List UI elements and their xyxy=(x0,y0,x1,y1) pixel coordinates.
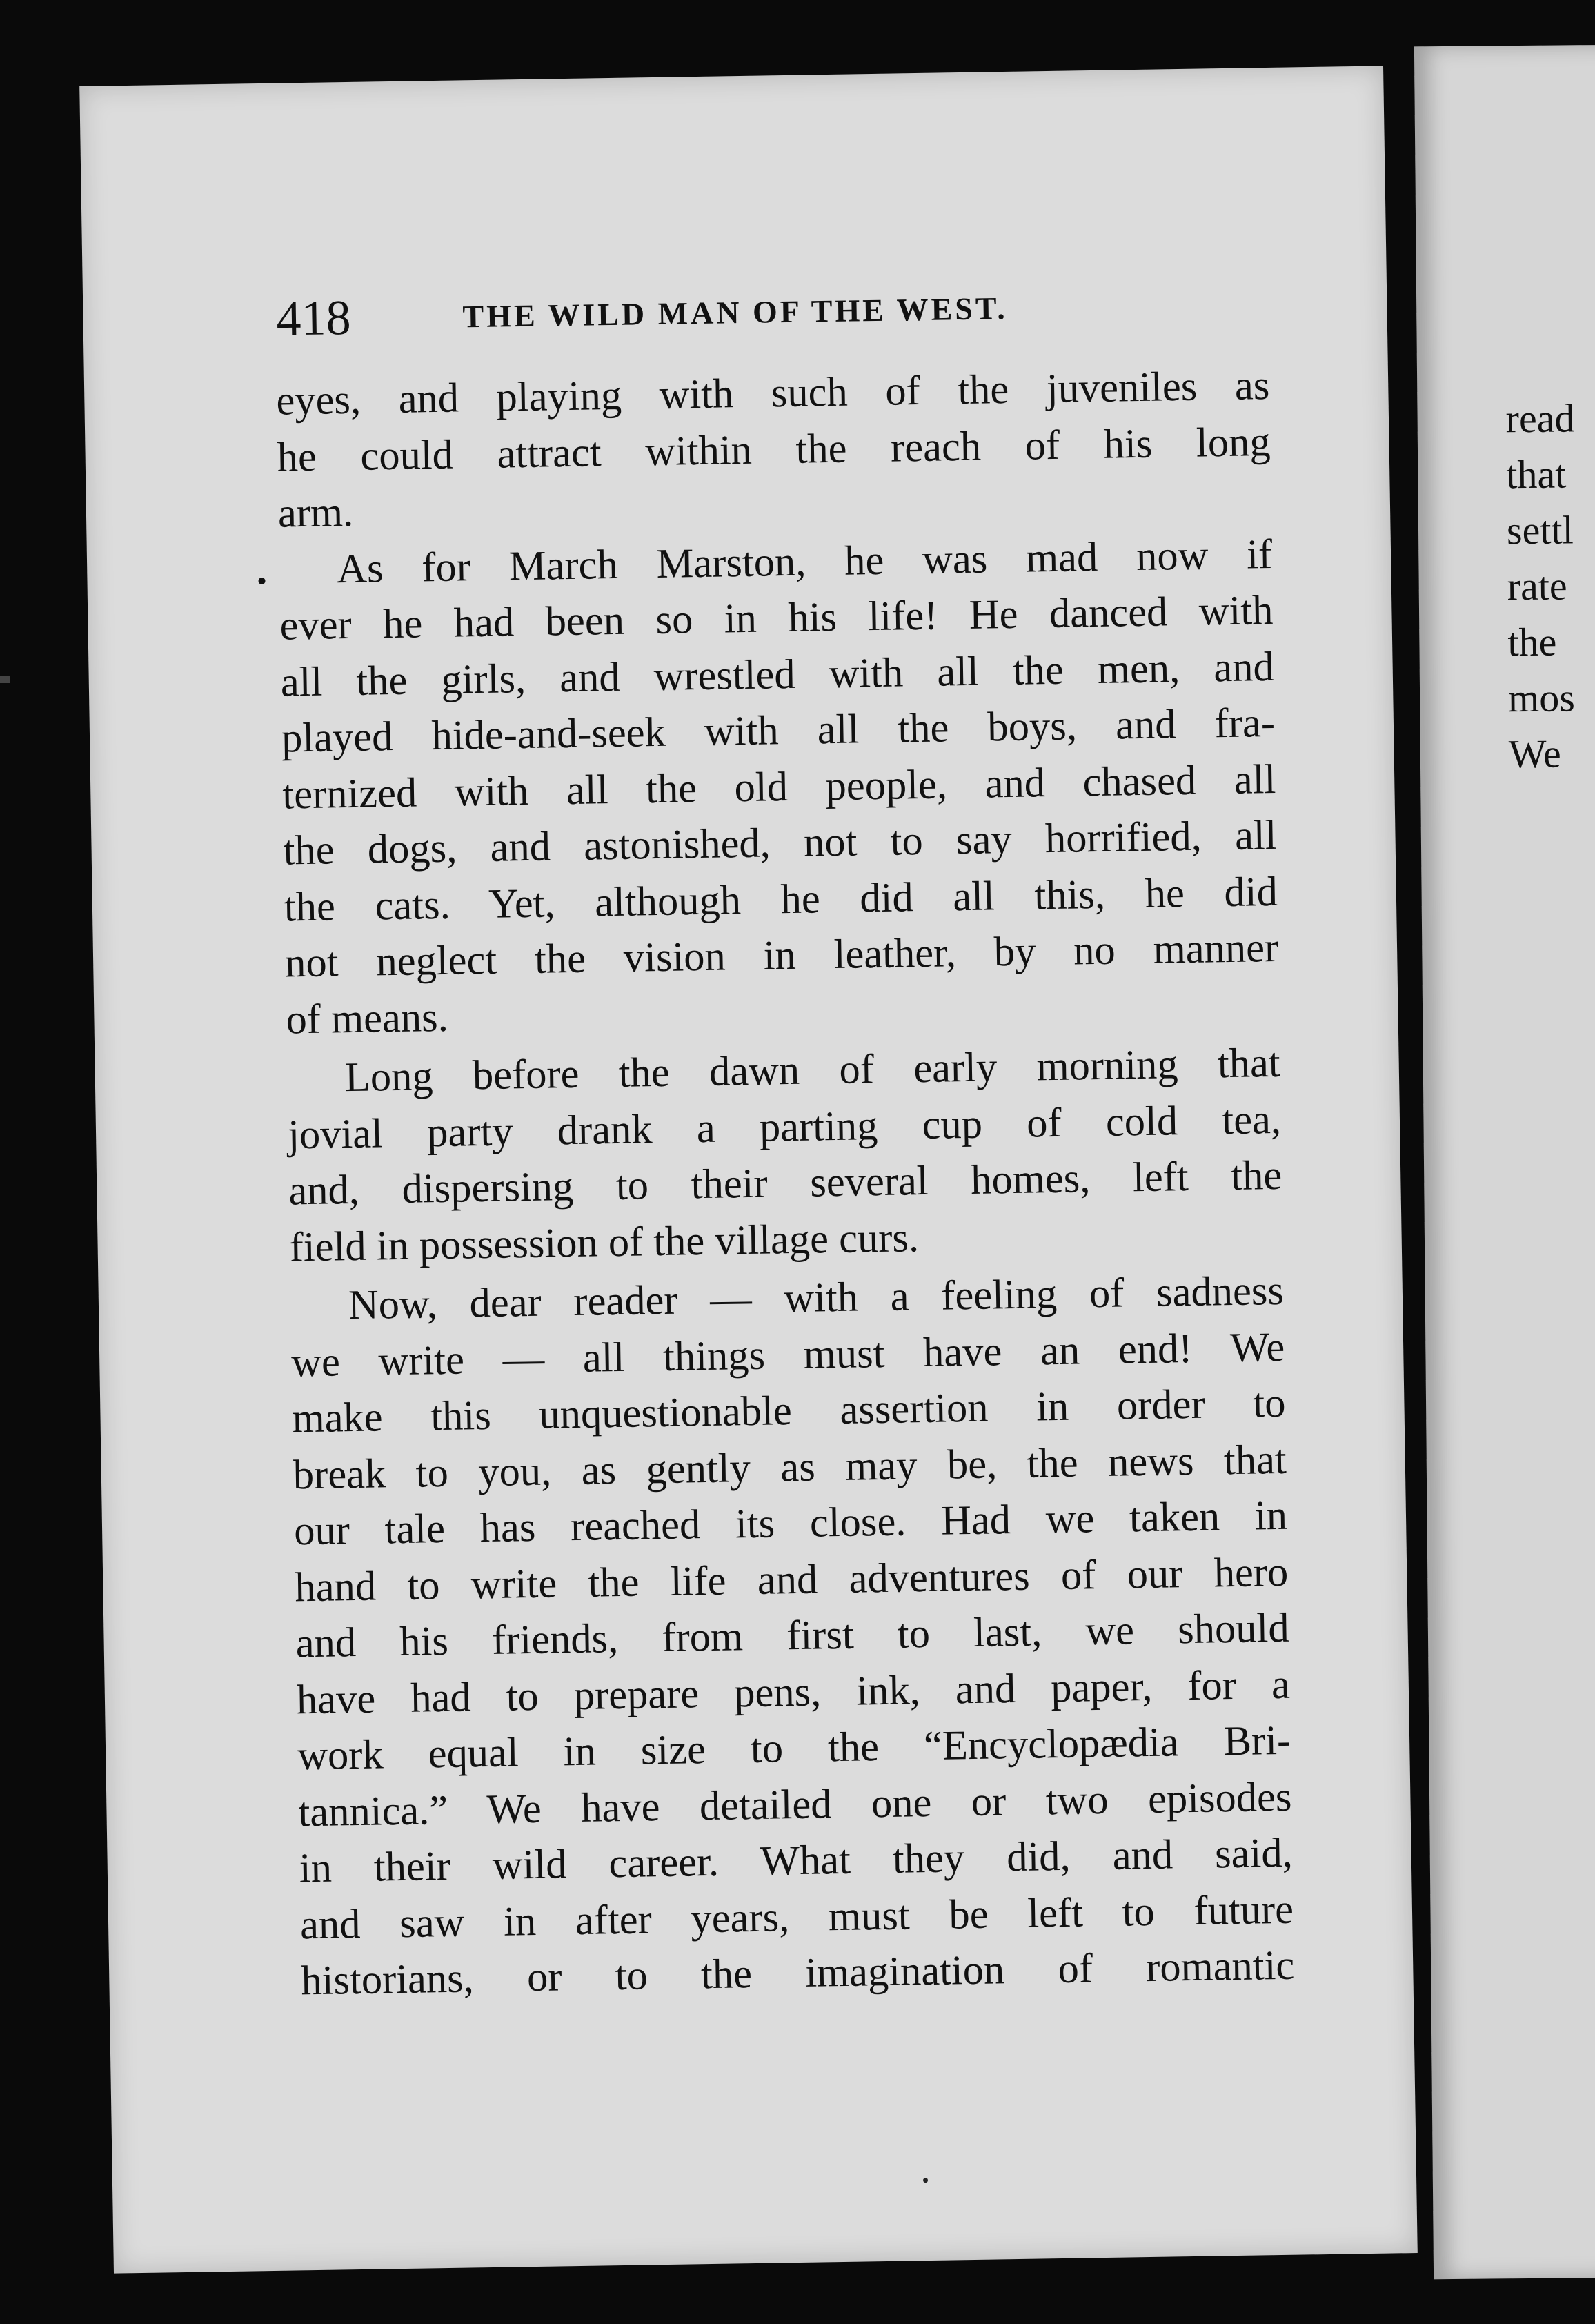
text-line: and his friends, from first to last, we should xyxy=(295,1604,1290,1667)
text-line: ternized with all the old people, and chased all xyxy=(281,756,1276,818)
text-line: break to you, as gently as may be, the news that xyxy=(293,1436,1287,1498)
text-line: in their wild career. What they did, and said, xyxy=(299,1829,1294,1892)
text-line: not neglect the vision in leather, by no manner xyxy=(284,924,1279,987)
page-number: 418 xyxy=(275,289,352,346)
text-line: jovial party drank a parting cup of cold tea, xyxy=(287,1096,1282,1158)
text-line: historians, or to the imagination of romantic xyxy=(300,1942,1295,2005)
facing-fragment: read xyxy=(1505,395,1575,442)
stray-ink-dot xyxy=(258,578,265,584)
text-line: the cats. Yet, although he did all this, he did xyxy=(284,868,1278,931)
text-line: tannica.” We have detailed one or two episodes xyxy=(298,1773,1292,1835)
text-line: played hide-and-seek with all the boys, and fra- xyxy=(281,699,1276,762)
text-line: our tale has reached its close. Had we taken in xyxy=(293,1492,1288,1555)
main-page xyxy=(79,66,1418,2273)
text-line: work equal in size to the “Encyclopædia Bri- xyxy=(297,1717,1291,1780)
text-line: of means. xyxy=(285,994,449,1043)
facing-fragment: settl xyxy=(1506,507,1574,553)
text-line: we write — all things must have an end! We xyxy=(290,1323,1285,1386)
text-line: he could attract within the reach of his long xyxy=(277,418,1271,481)
text-line: and saw in after years, must be left to future xyxy=(299,1886,1294,1948)
text-line: and, dispersing to their several homes, left the xyxy=(288,1152,1282,1214)
text-line: the dogs, and astonished, not to say horrified, all xyxy=(283,811,1278,874)
scan-edge-mark xyxy=(0,676,10,683)
text-line: As for March Marston, he was mad now if xyxy=(336,531,1273,592)
facing-fragment: rate xyxy=(1507,563,1567,609)
text-line: ever he had been so in his life! He danced with xyxy=(279,587,1274,649)
text-line: arm. xyxy=(277,489,354,537)
text-line: eyes, and playing with such of the juveniles as xyxy=(275,362,1270,424)
text-line: Long before the dawn of early morning that xyxy=(344,1039,1281,1101)
facing-fragment: that xyxy=(1506,451,1567,498)
stray-ink-dot xyxy=(923,2178,928,2183)
facing-fragment: mos xyxy=(1507,675,1576,721)
text-line: all the girls, and wrestled with all the men, and xyxy=(280,643,1275,706)
text-line: hand to write the life and adventures of our hero xyxy=(294,1548,1289,1611)
text-line: Now, dear reader — with a feeling of sadness xyxy=(348,1267,1285,1329)
facing-page-text xyxy=(1505,390,1578,782)
text-line: field in possession of the village curs. xyxy=(289,1214,920,1270)
facing-fragment: the xyxy=(1507,619,1557,665)
text-line: make this unquestionable assertion in order to xyxy=(292,1379,1286,1442)
facing-page xyxy=(1414,45,1595,2279)
running-head xyxy=(276,266,1354,366)
body-text xyxy=(276,357,1295,2009)
facing-fragment: We xyxy=(1508,731,1561,777)
text-line: have had to prepare pens, ink, and paper, for a xyxy=(296,1661,1291,1723)
running-title: THE WILD MAN OF THE WEST. xyxy=(462,290,1009,335)
